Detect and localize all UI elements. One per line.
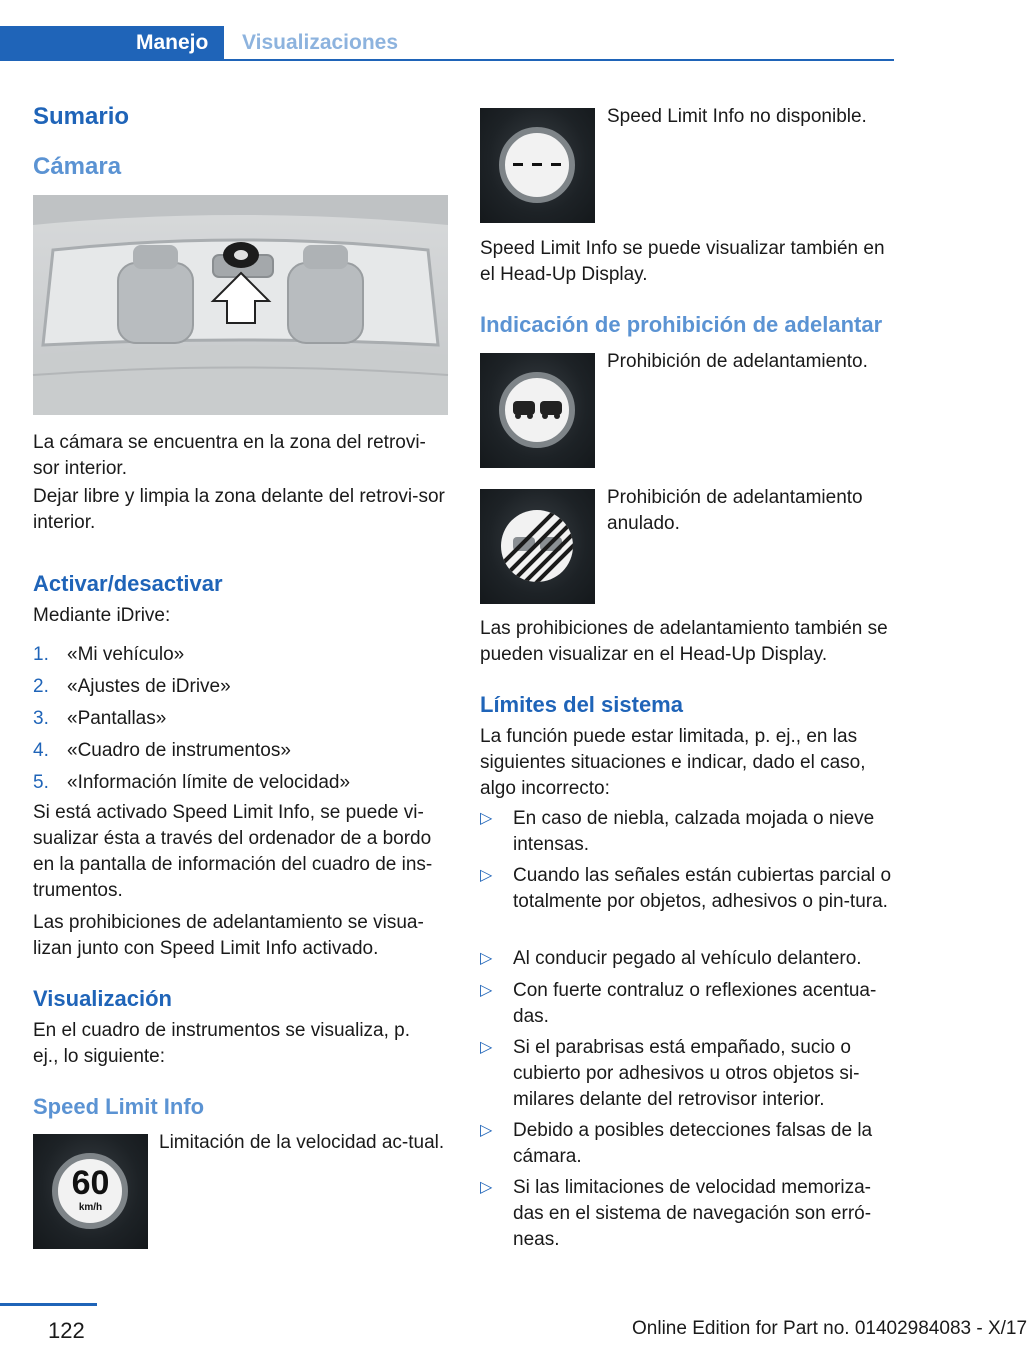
limites-paragraph: La función puede estar limitada, p. ej., en las siguientes situaciones e indicar, dado el caso, algo incorrecto: [480,726,866,799]
camara-paragraph-1: La cámara se encuentra en la zona del retrovi-sor interior. [33,432,426,479]
visualizacion-paragraph: En el cuadro de instrumentos se visualiza, p. ej., lo siguiente: [33,1020,411,1067]
list-number: 1. [33,644,49,665]
list-text: Cuando las señales están cubiertas parcial o totalmente por objetos, adhesivos o pin-tura. [513,865,892,912]
no-overtaking-sign-image [480,353,595,468]
list-text: En caso de niebla, calzada mojada o nieve intensas. [513,808,875,855]
activar-intro: Mediante iDrive: [33,605,171,626]
list-text: Con fuerte contraluz o reflexiones acentua-das. [513,980,877,1027]
footer-rule [0,1303,97,1306]
bullet-marker-icon: ▷ [480,867,493,884]
unavailable-caption: Speed Limit Info no disponible. [607,106,867,127]
list-text: Si las limitaciones de velocidad memoriza-das en el sistema de navegación son erró-neas. [513,1177,872,1250]
bullet-marker-icon: ▷ [480,982,493,999]
list-number: 4. [33,740,49,761]
camera-location-illustration [33,195,448,415]
heading-camara: Cámara [33,153,122,180]
header-section-manejo: Manejo [136,31,209,54]
no-overtaking-caption: Prohibición de adelantamiento. [607,351,868,372]
activar-paragraph-2: Las prohibiciones de adelantamiento se visua-lizan junto con Speed Limit Info activado. [33,912,424,959]
activar-paragraph-1: Si está activado Speed Limit Info, se puede vi-sualizar ésta a través del ordenador de a bordo en la pantalla de información del cuadro de ins-trumentos. [33,802,433,901]
list-text: Al conducir pegado al vehículo delantero. [513,948,862,969]
prohib-headup-paragraph: Las prohibiciones de adelantamiento también se pueden visualizar en el Head-Up Display. [480,618,888,665]
heading-activar: Activar/desactivar [33,571,223,596]
list-text: «Cuadro de instrumentos» [67,740,291,761]
bullet-marker-icon: ▷ [480,950,493,967]
heading-speed-limit-info: Speed Limit Info [33,1094,205,1119]
page-number: 122 [48,1318,85,1343]
bullet-marker-icon: ▷ [480,1039,493,1056]
heading-visualizacion: Visualización [33,986,172,1011]
speed-limit-caption: Limitación de la velocidad ac-tual. [159,1132,445,1153]
list-text: «Ajustes de iDrive» [67,676,231,697]
camara-paragraph-2: Dejar libre y limpia la zona delante del retrovi-sor interior. [33,486,445,533]
speed-limit-unit: km/h [78,1202,103,1213]
list-text: Si el parabrisas está empañado, sucio o cubierto por adhesivos u otros objetos si-milares delante del retrovisor interior. [513,1037,860,1110]
list-text: «Información límite de velocidad» [67,772,351,793]
speed-limit-number: 60 [71,1164,110,1202]
edition-note: Online Edition for Part no. 01402984083 - X/17 [632,1318,1027,1339]
bullet-marker-icon: ▷ [480,1122,493,1139]
list-text: «Pantallas» [67,708,167,729]
speed-limit-sign-image [33,1134,148,1249]
end-no-overtaking-caption: Prohibición de adelantamiento anulado. [607,487,863,534]
header-section-visualizaciones: Visualizaciones [242,31,399,54]
bullet-marker-icon: ▷ [480,1179,493,1196]
heading-limites: Límites del sistema [480,692,683,717]
list-number: 2. [33,676,49,697]
list-text: «Mi vehículo» [67,644,185,665]
heading-sumario: Sumario [33,103,130,130]
speed-limit-unavailable-sign-image [480,108,595,223]
headup-paragraph: Speed Limit Info se puede visualizar también en el Head-Up Display. [480,238,885,285]
list-text: Debido a posibles detecciones falsas de la cámara. [513,1120,873,1167]
end-no-overtaking-sign-image [480,489,595,604]
list-number: 5. [33,772,49,793]
list-number: 3. [33,708,49,729]
heading-prohibicion: Indicación de prohibición de adelantar [480,312,883,337]
bullet-marker-icon: ▷ [480,810,493,827]
header-rule [224,59,894,61]
